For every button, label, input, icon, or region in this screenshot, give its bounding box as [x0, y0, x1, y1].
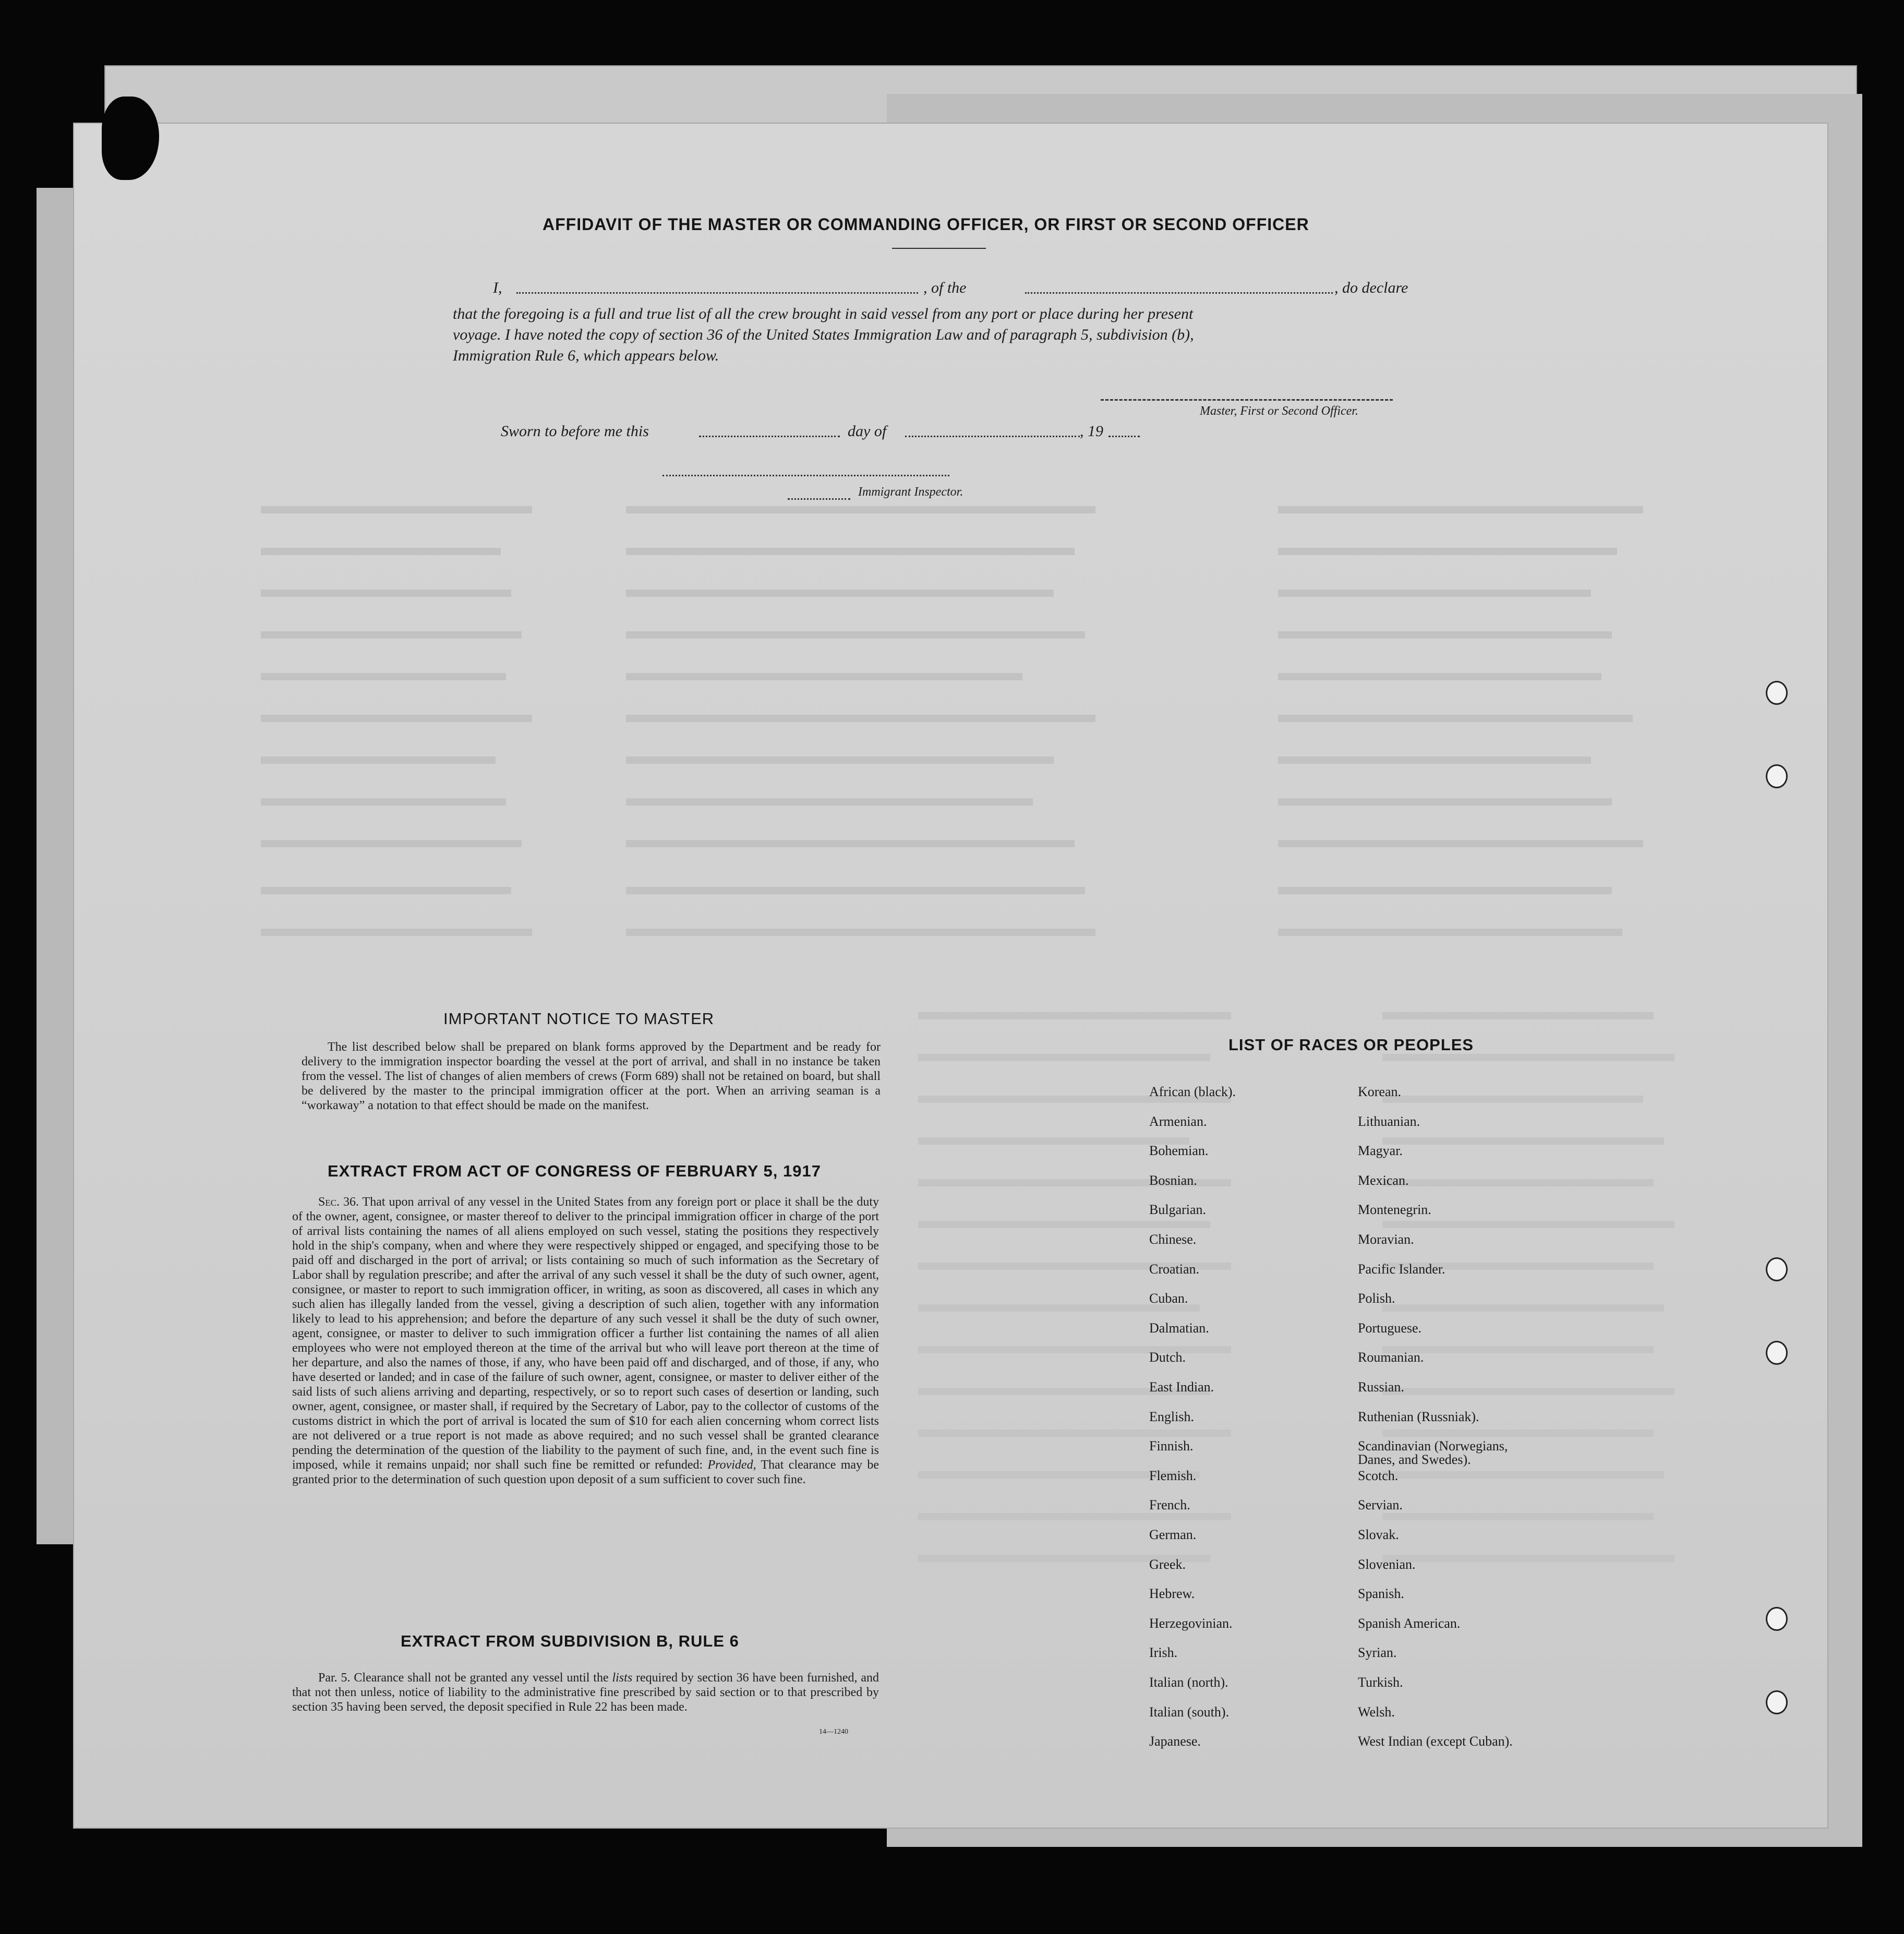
notice-title: IMPORTANT NOTICE TO MASTER — [443, 1010, 715, 1028]
affidavit-of-the: , of the — [923, 279, 967, 296]
rule6-title: EXTRACT FROM SUBDIVISION B, RULE 6 — [401, 1632, 739, 1650]
race-item: Turkish. — [1358, 1675, 1403, 1690]
affidavit-title: AFFIDAVIT OF THE MASTER OR COMMANDING OFFICER, OR FIRST OR SECOND OFFICER — [543, 215, 1309, 234]
sworn-prefix: Sworn to before me this — [501, 423, 649, 440]
race-item: Armenian. — [1149, 1114, 1207, 1129]
sworn-year-blank[interactable] — [1108, 436, 1140, 437]
race-item: Greek. — [1149, 1557, 1186, 1572]
inspector-lead-blank — [788, 498, 850, 500]
race-item: French. — [1149, 1497, 1190, 1512]
rule6-body-part-2: required by section 36 have been furnished, and that not then unless, notice of liability to the administrative fine prescribed by said section or to that prescribed by section 35 having been served, the deposit specified in Rule 22 has been made. — [292, 1671, 879, 1714]
race-item: Pacific Islander. — [1358, 1262, 1445, 1277]
race-item: Korean. — [1358, 1084, 1402, 1099]
race-item: Flemish. — [1149, 1468, 1197, 1483]
affidavit-line-4: Immigration Rule 6, which appears below. — [453, 347, 719, 364]
act-body — [292, 1195, 879, 1487]
signature-label: Master, First or Second Officer. — [1200, 404, 1358, 418]
race-item: Italian (north). — [1149, 1675, 1228, 1690]
name-blank[interactable] — [516, 292, 918, 294]
title-underline — [892, 248, 986, 249]
inspector-signature-blank[interactable] — [662, 475, 949, 476]
race-item: Chinese. — [1149, 1232, 1197, 1247]
form-number: 14—1240 — [819, 1728, 848, 1736]
affidavit-line-2: that the foregoing is a full and true list of all the crew brought in said vessel from any port or place during her present — [453, 305, 1194, 322]
race-item: Polish. — [1358, 1291, 1395, 1306]
race-item: African (black). — [1149, 1084, 1236, 1099]
race-item: Dalmatian. — [1149, 1320, 1209, 1336]
race-item: Portuguese. — [1358, 1320, 1422, 1336]
sworn-year: , 19 — [1080, 423, 1103, 440]
race-item: Roumanian. — [1358, 1350, 1424, 1365]
race-item: Irish. — [1149, 1645, 1178, 1660]
left-sheet-edge — [37, 188, 78, 1544]
rule6-body-part-1: Clearance shall not be granted any vessel until the — [354, 1671, 609, 1685]
rule6-body — [292, 1671, 879, 1714]
act-provided-label: Provided, — [707, 1458, 756, 1472]
sworn-day-blank[interactable] — [699, 436, 840, 437]
race-item: Japanese. — [1149, 1734, 1201, 1749]
race-item: Bulgarian. — [1149, 1202, 1207, 1217]
race-item: Bohemian. — [1149, 1143, 1209, 1158]
race-item: Herzegovinian. — [1149, 1616, 1233, 1631]
race-item: Finnish. — [1149, 1438, 1194, 1453]
binder-hole-icon — [1766, 1690, 1788, 1714]
races-title: LIST OF RACES OR PEOPLES — [1228, 1036, 1474, 1054]
race-item: Montenegrin. — [1358, 1202, 1431, 1217]
notice-body: The list described below shall be prepared on blank forms approved by the Department and be ready for delivery to the immigration inspector boarding the vessel at the port of arrival, and shall in no instance be taken from the vessel. The list of changes of alien members of crews (Form 689) shall not be retained on board, but shall be delivered by the master to the principal immigration officer at the port. When an arriving seaman is a “workaway” a notation to that effect should be made on the manifest. — [302, 1040, 881, 1112]
race-item: German. — [1149, 1527, 1197, 1542]
race-item: Danes, and Swedes). — [1358, 1452, 1471, 1467]
rule6-lists-word: lists — [612, 1671, 633, 1685]
race-item: Welsh. — [1358, 1704, 1395, 1720]
sworn-day-of: day of — [848, 423, 887, 440]
race-item: Ruthenian (Russniak). — [1358, 1409, 1479, 1424]
inspector-label: Immigrant Inspector. — [858, 485, 963, 499]
race-item: Croatian. — [1149, 1262, 1200, 1277]
rule6-par-label: Par. 5. — [318, 1671, 351, 1685]
race-item: Slovak. — [1358, 1527, 1399, 1542]
sworn-month-blank[interactable] — [905, 436, 1080, 437]
race-item: Scotch. — [1358, 1468, 1399, 1483]
race-item: English. — [1149, 1409, 1194, 1424]
act-title: EXTRACT FROM ACT OF CONGRESS OF FEBRUARY 5, 1917 — [328, 1162, 821, 1180]
act-body-part-1: That upon arrival of any vessel in the United States from any foreign port or place it shall be the duty of the owner, agent, consignee, or master thereof to deliver to the principal immigration officer in charge of the port of arrival lists containing the names of all aliens employed on such vessel, stating the positions they respectively hold in the ship's company, when and where they were respectively shipped or engaged, and specifying those to be paid off and discharged in the port of arrival; or lists containing so much of such information as the Secretary of Labor shall by regulation prescribe; and after the arrival of any such vessel it shall be the duty of such owner, agent, consignee, or master to report to such immigration officer, in writing, as soon as discovered, all cases in which any such alien has illegally landed from the vessel, giving a description of such alien, together with any information likely to lead to his apprehension; and before the departure of any such vessel it shall be the duty of such owner, agent, consignee, or master to deliver to such immigration officer a further list containing the names of all alien employees who were not employed thereon at the time of the arrival but who will leave port thereon at the time of her departure, and also the names of those, if any, who have been paid off and discharged, and of those, if any, who have deserted or landed; and in case of the failure of such owner, agent, consignee, or master to deliver either of the said lists of such aliens arriving and departing, respectively, or so to report such cases of desertion or landing, such owner, agent, consignee, or master shall, if required by the Secretary of Labor, pay to the collector of customs of the customs district in which the port of arrival is located the sum of $10 for each alien concerning whom correct lists are not delivered or a true report is not made as above required; and no such vessel shall be granted clearance pending the determination of the question of the liability to the payment of such fine, and, in the event such fine is imposed, while it remains unpaid; nor shall such fine be remitted or refunded: — [292, 1195, 879, 1472]
race-item: East Indian. — [1149, 1379, 1214, 1395]
race-item: Servian. — [1358, 1497, 1403, 1512]
race-item: Spanish American. — [1358, 1616, 1461, 1631]
signature-blank[interactable] — [1101, 399, 1393, 401]
affidavit-i: I, — [493, 279, 502, 296]
vessel-blank[interactable] — [1025, 292, 1333, 294]
race-item: Syrian. — [1358, 1645, 1397, 1660]
race-item: West Indian (except Cuban). — [1358, 1734, 1513, 1749]
race-item: Scandinavian (Norwegians, — [1358, 1438, 1508, 1453]
race-item: Bosnian. — [1149, 1173, 1197, 1188]
act-section-label: Sec. 36. — [318, 1195, 359, 1209]
race-item: Hebrew. — [1149, 1586, 1195, 1601]
affidavit-declare: , do declare — [1334, 279, 1408, 296]
race-item: Russian. — [1358, 1379, 1404, 1395]
race-item: Spanish. — [1358, 1586, 1404, 1601]
race-item: Dutch. — [1149, 1350, 1186, 1365]
affidavit-line-3: voyage. I have noted the copy of section 36 of the United States Immigration Law and of paragraph 5, subdivision (b), — [453, 326, 1194, 343]
race-item: Cuban. — [1149, 1291, 1188, 1306]
race-item: Italian (south). — [1149, 1704, 1230, 1720]
act-body-part-2: That clearance may be granted prior to the determination of such question upon deposit of a sum sufficient to cover such fine. — [292, 1458, 879, 1486]
race-item: Moravian. — [1358, 1232, 1414, 1247]
race-item: Mexican. — [1358, 1173, 1409, 1188]
race-item: Magyar. — [1358, 1143, 1403, 1158]
race-item: Lithuanian. — [1358, 1114, 1420, 1129]
race-item: Slovenian. — [1358, 1557, 1416, 1572]
